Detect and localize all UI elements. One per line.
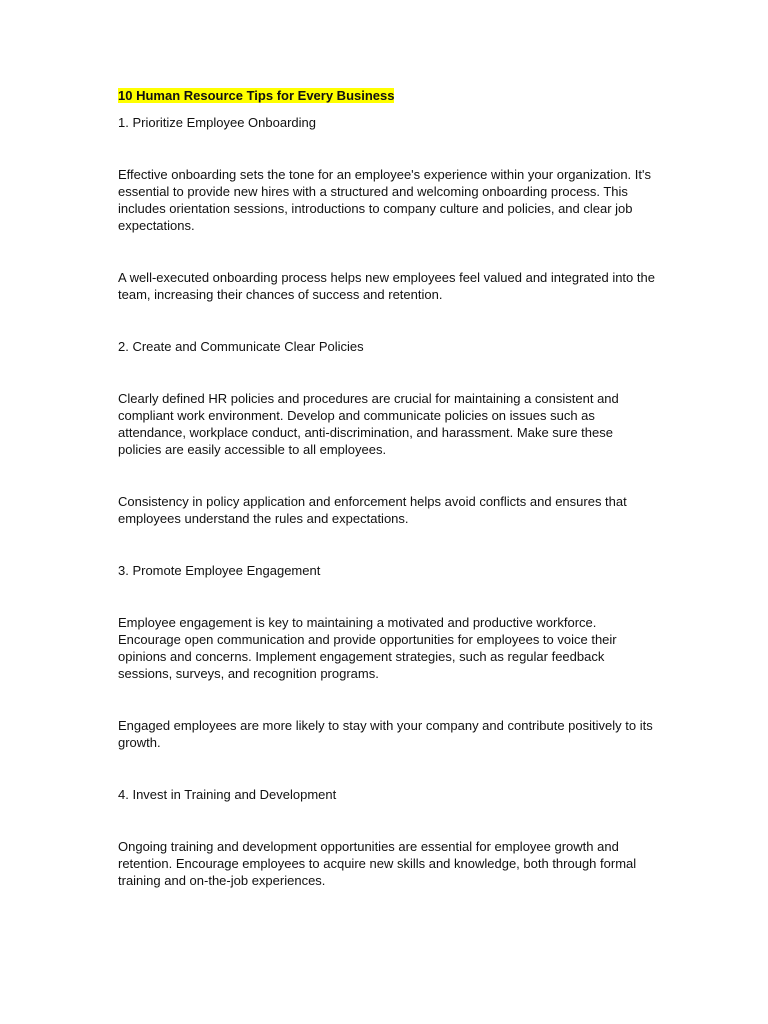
section-paragraph: Clearly defined HR policies and procedures are crucial for maintaining a consistent and compliant work environment. Develop and communicate policies on issues such as attendance, workplace conduct, anti-discrimination, and harassment. Make sure these policies are easily accessible to all employees. <box>118 391 619 457</box>
document-title-highlight: 10 Human Resource Tips for Every Business <box>118 88 395 103</box>
document-body <box>118 87 658 889</box>
section-paragraph: Employee engagement is key to maintaining a motivated and productive workforce. Encourage open communication and provide opportunities for employees to voice their opinions and concerns. Implement engagement strategies, such as regular feedback sessions, surveys, and recognition programs. <box>118 615 617 681</box>
section-paragraph: Engaged employees are more likely to stay with your company and contribute positively to its growth. <box>118 718 653 750</box>
section-paragraph: A well-executed onboarding process helps new employees feel valued and integrated into the team, increasing their chances of success and retention. <box>118 270 655 302</box>
section-heading: 2. Create and Communicate Clear Policies <box>118 339 364 354</box>
section-heading: 3. Promote Employee Engagement <box>118 563 321 578</box>
section-heading: 4. Invest in Training and Development <box>118 787 337 802</box>
section-paragraph: Consistency in policy application and enforcement helps avoid conflicts and ensures that employees understand the rules and expectations. <box>118 494 627 526</box>
section-heading: 1. Prioritize Employee Onboarding <box>118 115 316 130</box>
section-paragraph: Effective onboarding sets the tone for an employee's experience within your organization. It's essential to provide new hires with a structured and welcoming onboarding process. This includes orientation sessions, introductions to company culture and policies, and clear job expectations. <box>118 167 651 233</box>
section-paragraph: Ongoing training and development opportunities are essential for employee growth and retention. Encourage employees to acquire new skills and knowledge, both through formal training and on-the-job experiences. <box>118 839 637 888</box>
document-title <box>118 87 658 104</box>
